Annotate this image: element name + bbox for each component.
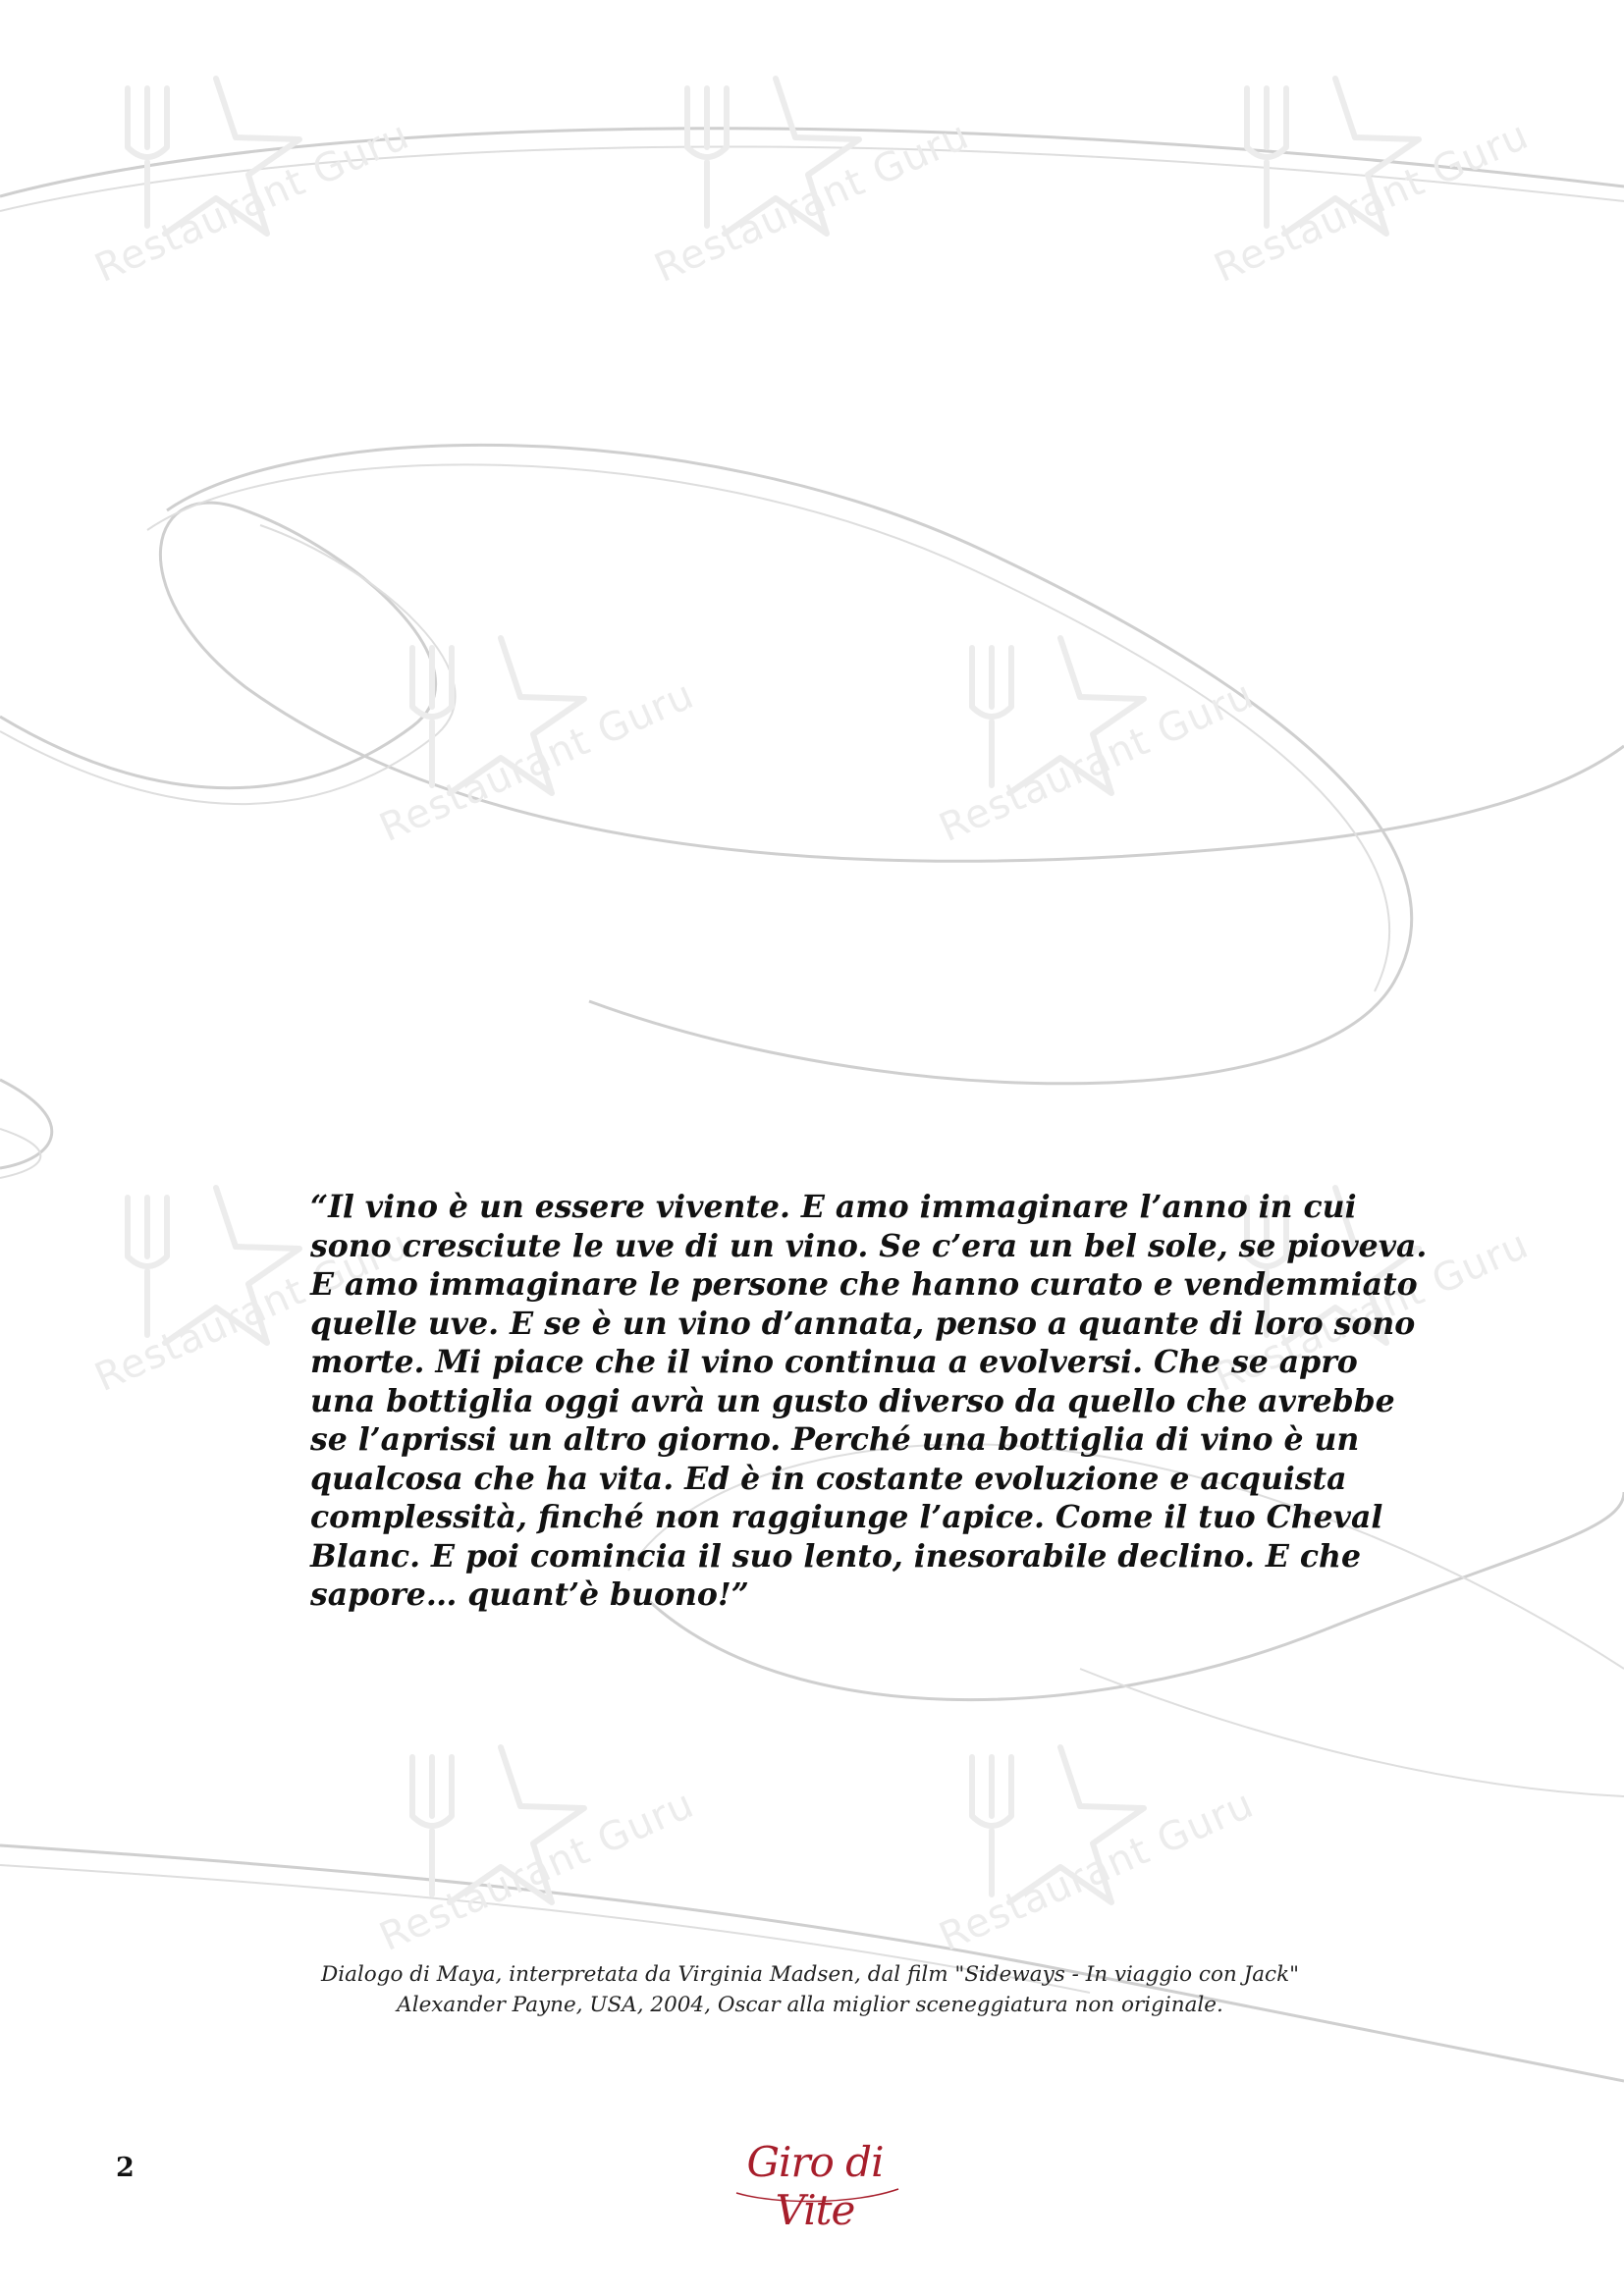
quote-line: sono cresciute le uve di un vino. Se c’era un bel sole, se pioveva. <box>310 1227 1428 1264</box>
watermark-text: Restaurant Guru <box>1208 112 1536 293</box>
citation-line: Dialogo di Maya, interpretata da Virginia Madsen, dal film "Sideways - In viaggio con Jack" <box>320 1962 1299 1987</box>
quote-line: “Il vino è un essere vivente. E amo immaginare l’anno in cui <box>310 1189 1357 1225</box>
watermark-text: Restaurant Guru <box>648 112 976 293</box>
quote-line: E amo immaginare le persone che hanno curato e vendemmiato <box>310 1266 1418 1303</box>
page-number: 2 <box>116 2153 135 2183</box>
watermark <box>1178 59 1536 353</box>
watermark-text: Restaurant Guru <box>88 1221 416 1402</box>
watermark-text: Restaurant Guru <box>933 671 1261 852</box>
quote-citation <box>245 1959 1375 2020</box>
logo-text: Giro di Vite <box>746 2138 884 2234</box>
quote-line: quelle uve. E se è un vino d’annata, penso a quante di loro sono <box>310 1305 1416 1342</box>
watermark-text: Restaurant Guru <box>933 1781 1261 1961</box>
quote-line: una bottiglia oggi avrà un gusto diverso da quello che avrebbe <box>310 1382 1395 1419</box>
watermark <box>619 59 976 353</box>
watermark <box>59 1168 416 1463</box>
watermark-text: Restaurant Guru <box>1208 1221 1536 1402</box>
quote-line: complessità, finché non raggiunge l’apice. Come il tuo Cheval <box>310 1499 1383 1535</box>
watermark <box>59 59 416 353</box>
quote-line: se l’aprissi un altro giorno. Perché una bottiglia di vino è un <box>310 1421 1360 1458</box>
watermark-text: Restaurant Guru <box>373 671 701 852</box>
watermark-text: Restaurant Guru <box>373 1781 701 1961</box>
watermark-text: Restaurant Guru <box>88 112 416 293</box>
giro-di-vite-logo <box>707 2132 923 2234</box>
quote-line: sapore… quant’è buono!” <box>310 1576 749 1613</box>
quote-line: Blanc. E poi comincia il suo lento, inesorabile declino. E che <box>310 1537 1361 1575</box>
quote-line: qualcosa che ha vita. Ed è in costante evoluzione e acquista <box>310 1460 1347 1497</box>
watermark <box>903 618 1261 913</box>
citation-line: Alexander Payne, USA, 2004, Oscar alla miglior sceneggiatura non originale. <box>397 1993 1223 2017</box>
quote-line: morte. Mi piace che il vino continua a evolversi. Che se apro <box>310 1344 1358 1380</box>
watermark <box>344 618 701 913</box>
